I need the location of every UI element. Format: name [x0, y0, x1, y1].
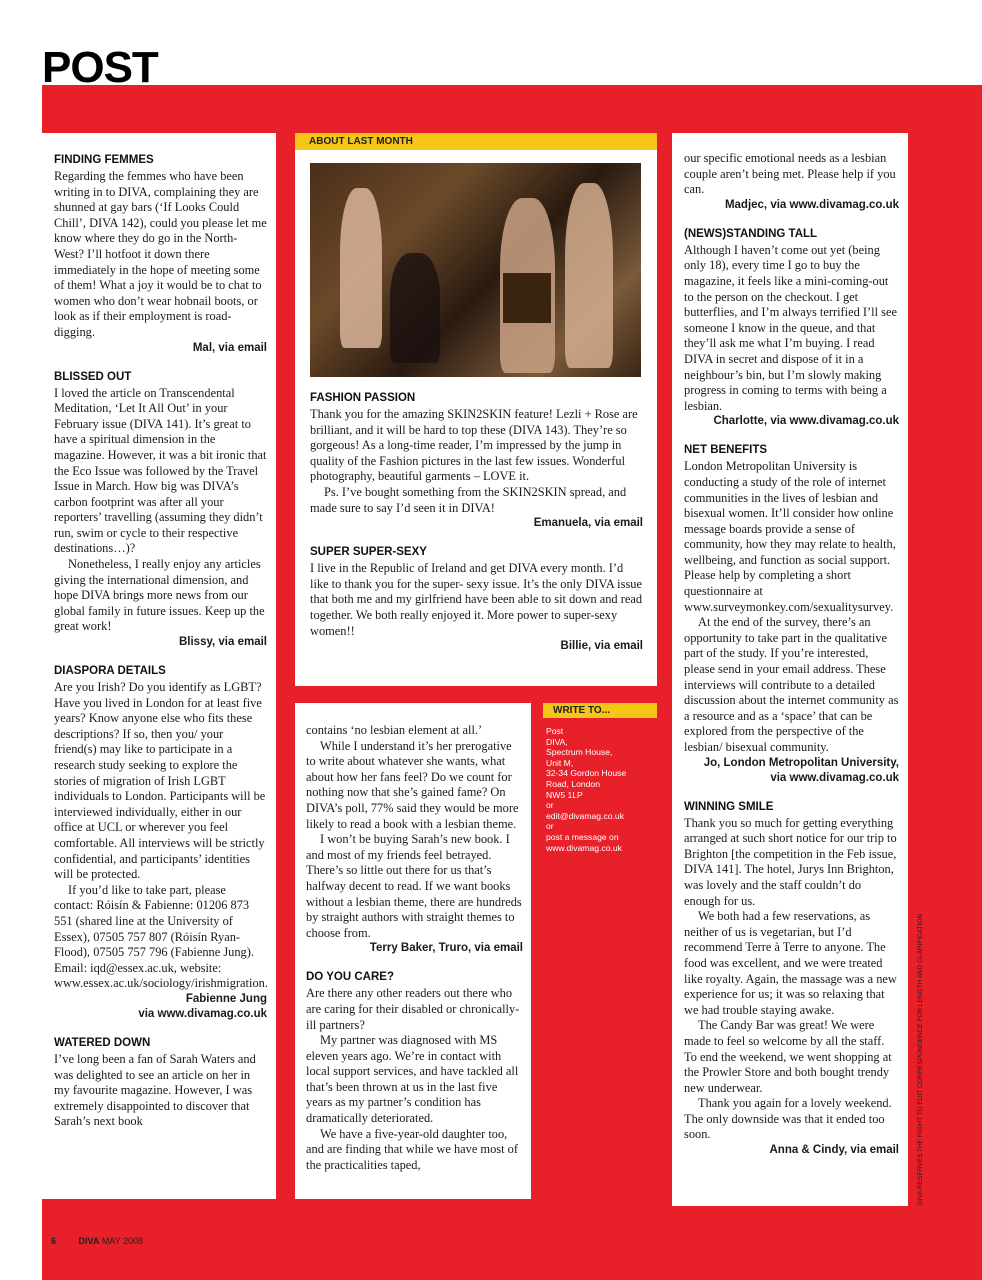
website-link[interactable]: www.divamag.co.uk	[546, 842, 622, 853]
letter-heading: FINDING FEMMES	[54, 154, 154, 166]
letter	[54, 1036, 267, 1130]
letter-heading: DIASPORA DETAILS	[54, 665, 166, 678]
address-line: Road, London	[546, 778, 600, 789]
letter-paragraph: If you’d like to take part, please contact: Róisín & Fabienne: 01206 873 551 (shared line at the University of Essex), 07505 757 807 (Róisín Ryan-Flood), 07505 757 796 (Fabienne Jung). Email: iqd@essex.ac.uk, website: www.essex.ac.uk/sociology/irishmigration.	[54, 882, 268, 991]
letter-paragraph: Thank you so much for getting everything arranged at such short notice for our trip to Brighton [the competition in the Feb issue, DIVA 141]. The hotel, Jurys Inn Brighton, was lovely and the staff couldn’t do enough for us.	[684, 815, 897, 908]
letter-heading: SUPER SUPER-SEXY	[310, 546, 427, 559]
letter-heading: WATERED DOWN	[54, 1036, 151, 1049]
letter-paragraph: While I understand it’s her prerogative to write about whatever she wants, what about how her fans feel? Do we count for nothing now that she’s gained fame? On DIVA’s poll, 77% said they would be more likely to read a book with a lesbian theme.	[306, 738, 519, 831]
page-number: 6	[51, 1236, 57, 1246]
letter-paragraph: Although I haven’t come out yet (being only 18), every time I go to buy the magazine, it feels like a mini-coming-out to the person on the checkout. I get butterflies, and I’m always terrified I’ll see someone I know in the queue, and that they’ll ask me what I’m buying. I read DIVA in secret and dispose of it in a neighbour’s bin, but I’m slowly making progress in coming to terms with being a lesbian.	[684, 242, 897, 413]
page-title: POST	[42, 43, 158, 92]
letter-paragraph: Are there any other readers out there who are caring for their disabled or chronically-ill partners?	[306, 986, 520, 1032]
letter-paragraph: I live in the Republic of Ireland and get DIVA every month. I’d like to thank you for the super- sexy issue. It’s the only DIVA issue that both me and my girlfriend have been able to sit down and read together. We both really enjoyed it. More power to super-sexy women!!	[310, 561, 643, 638]
left-column	[42, 133, 276, 1199]
page-footer	[51, 1236, 143, 1246]
letter	[54, 370, 267, 651]
letter	[54, 153, 267, 356]
about-last-month-panel	[295, 133, 657, 686]
letter	[310, 545, 643, 654]
address-line: Unit M,	[546, 757, 574, 768]
letter-heading: WINNING SMILE	[684, 800, 774, 813]
letter-signature: Mal, via email	[192, 341, 267, 354]
letter-signature: Madjec, via www.divamag.co.uk	[724, 198, 899, 211]
letter	[684, 443, 899, 785]
address-line: post a message on	[546, 831, 619, 842]
address-line: NW5 1LP	[546, 789, 583, 800]
letter	[684, 151, 899, 213]
letter-paragraph: We have a five-year-old daughter too, and are finding that while we have most of the practicalities taped,	[306, 1126, 518, 1172]
address-line: Spectrum House,	[546, 747, 613, 758]
letter-signature: Blissy, via email	[178, 636, 267, 649]
letter	[306, 970, 523, 1173]
issue-date: MAY 2008	[101, 1236, 144, 1246]
letter-paragraph: Nonetheless, I really enjoy any articles giving the international dimension, and hope DIVA brings more news from our global family in future issues. Keep up the great work!	[54, 557, 265, 634]
letter-heading: (NEWS)STANDING TALL	[684, 227, 818, 240]
letter-paragraph: I’ve long been a fan of Sarah Waters and was delighted to see an article on her in my favourite magazine. However, I was extremely disappointed to discover that Sarah’s next book	[54, 1051, 256, 1129]
letter-heading: BLISSED OUT	[54, 370, 132, 383]
letter-heading: DO YOU CARE?	[306, 971, 394, 984]
letter-paragraph: Thank you again for a lovely weekend. The only downside was that it ended too soon.	[684, 1096, 892, 1142]
letter-paragraph: The Candy Bar was great! We were made to feel so welcome by all the staff. To end the weekend, we went shopping at the Prowler Store and both bought trendy new underwear.	[684, 1018, 892, 1095]
address-line: 32-34 Gordon House	[546, 768, 627, 779]
letter	[684, 800, 899, 1158]
letter-signature: Fabienne Jung via www.divamag.co.uk	[138, 992, 267, 1020]
letter-heading: NET BENEFITS	[684, 444, 768, 457]
write-to-box	[543, 703, 657, 853]
about-last-month-label: ABOUT LAST MONTH	[295, 133, 657, 150]
letter	[54, 664, 267, 1022]
letter-paragraph: I won’t be buying Sarah’s new book. I and most of my friends feel betrayed. There’s so little out there for us that’s halfway decent to read. If we want books without a lesbian theme, there are hundreds by straight authors with straight themes to choose from.	[306, 832, 522, 940]
magazine-name: DIVA	[78, 1236, 100, 1246]
letter-signature: Charlotte, via www.divamag.co.uk	[713, 415, 899, 428]
letter-paragraph: Ps. I’ve bought something from the SKIN2SKIN spread, and made sure to say I’d seen it in DIVA!	[310, 484, 627, 515]
letter-paragraph: London Metropolitan University is conducting a study of the role of internet communities in the lives of lesbian and bisexual women. It’ll consider how online message boards provide a sense of community, how they may relate to health, wellbeing, and function as social support. Please help by completing a short questionnaire at www.surveymonkey.com/sexualitysurvey.	[684, 459, 896, 614]
continuation-text: our specific emotional needs as a lesbian couple aren’t being met. Please help if you can.	[684, 151, 896, 197]
right-column	[672, 133, 908, 1206]
letter-paragraph: At the end of the survey, there’s an opportunity to take part in the qualitative part of the study. If you’re interested, please send in your email address. These interviews will contribute to a detailed discussion about the internet community as a resource and as a ‘space’ that can be explored from the perspective of the lesbian/ bisexual community.	[684, 615, 899, 754]
letter	[306, 739, 523, 957]
letter-signature: Jo, London Metropolitan University, via www.divamag.co.uk	[703, 756, 899, 784]
fashion-photo	[310, 163, 641, 377]
letter-signature: Emanuela, via email	[533, 517, 643, 530]
email-link[interactable]: edit@divamag.co.uk	[546, 810, 624, 821]
letter-signature: Anna & Cindy, via email	[769, 1144, 899, 1157]
letter	[310, 391, 643, 531]
middle-column	[295, 703, 531, 1199]
letter-paragraph: I loved the article on Transcendental Meditation, ‘Let It All Out’ in your February issue (DIVA 141). It’s great to have a spiritual dimension in the magazine. However, it was a bit ironic that the Eco Issue was followed by the Travel Issue in March. How big was DIVA’s carbon footprint was after all your reporters’ travelling (assuming they didn’t run, swim or cycle to their respective destinations…)?	[54, 385, 267, 556]
address-line: DIVA,	[546, 736, 568, 747]
write-to-address	[543, 718, 657, 853]
letter-heading: FASHION PASSION	[310, 392, 416, 404]
letter-signature: Terry Baker, Truro, via email	[369, 942, 523, 955]
letter-paragraph: My partner was diagnosed with MS eleven years ago. We’re in contact with local support services, and have tackled all that’s been thrown at us in the last five years as my partner’s condition has dramatically deteriorated.	[306, 1033, 519, 1126]
letter-paragraph: We both had a few reservations, as neither of us is vegetarian, but I’d recommend Terre à Terre to anyone. The food was excellent, and we were treated like royalty. Again, the massage was a new experience for us; it was so relaxing that we had trouble staying awake.	[684, 909, 897, 1017]
letter-paragraph: Thank you for the amazing SKIN2SKIN feature! Lezli + Rose are brilliant, and it will be hard to top these (DIVA 143). They’re so gorgeous! As a long-time reader, I’m impressed by the jump in quality of the Fashion pictures in the last few issues. Wonderful photography, beautiful garments – LOVE it.	[310, 407, 638, 484]
write-to-title: WRITE TO...	[543, 703, 657, 718]
letter-paragraph: Are you Irish? Do you identify as LGBT? Have you lived in London for at least five years? Know anyone else who fits these descriptions? If so, then you/ your friend(s) may like to participate in a research study seeking to explore the stories of migration of Irish LGBT individuals to London. Participants will be interviewed individually, either in our office at UCL or wherever you feel comfortable. All interviews will be strictly confidential, and participants’ identities will be protected.	[54, 680, 266, 882]
letter	[684, 227, 899, 430]
continuation-text: contains ‘no lesbian element at all.’	[306, 723, 483, 737]
editorial-disclaimer: DIVA RESERVES THE RIGHT TO EDIT CORRESPONDENCE FOR LENGTH AND CLARIFICATION	[917, 913, 924, 1205]
address-line: or	[546, 821, 554, 832]
letter-paragraph: Regarding the femmes who have been writing in to DIVA, complaining they are shunned at gay bars (‘If Looks Could Chill’, DIVA 142), could you please let me know where they do go in the North-West? I’ll hotfoot it down there immediately in the hope of meeting some of them! What a joy it would be to chat to women who don’t wear hobnail boots, or look as if their employment is road-digging.	[54, 169, 267, 339]
letter-signature: Billie, via email	[560, 640, 643, 653]
address-line: or	[546, 800, 554, 811]
address-line: Post	[546, 726, 564, 736]
